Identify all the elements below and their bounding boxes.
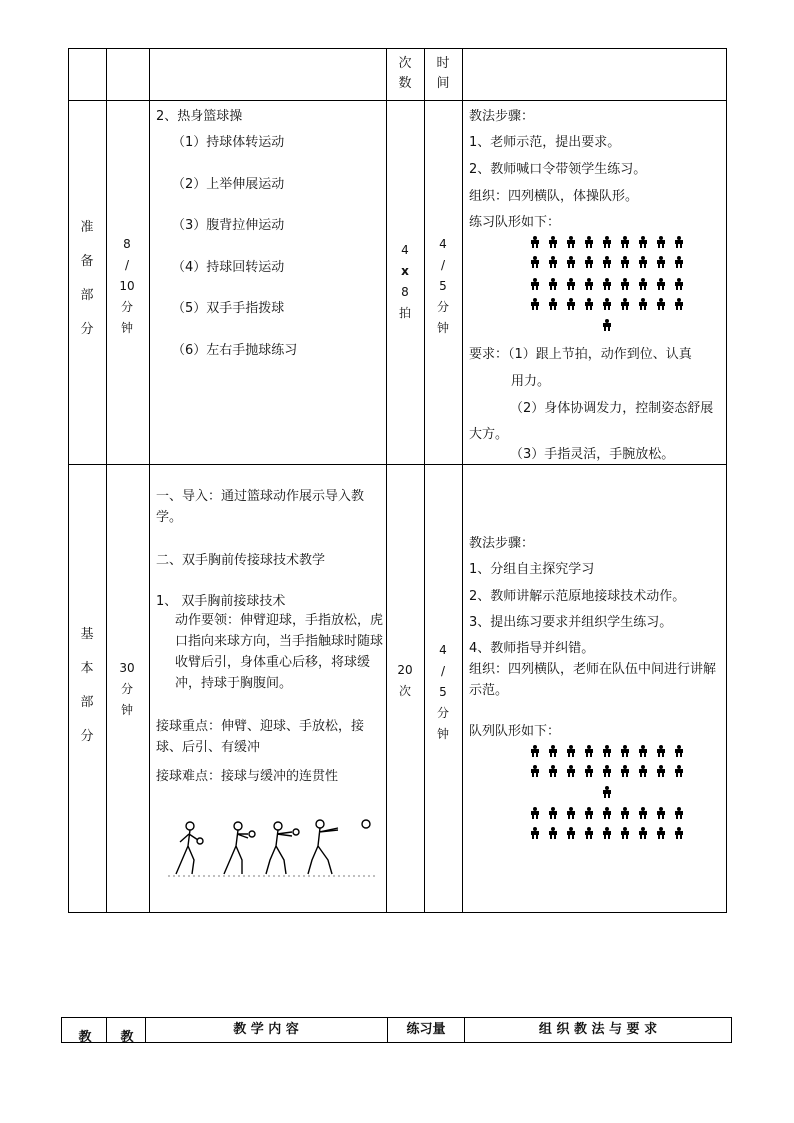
student-marker-icon [584, 807, 594, 819]
lesson-plan-table [68, 48, 727, 913]
prep-requirement: （3）手指灵活，手腕放松。 [510, 447, 675, 462]
student-marker-icon [674, 827, 684, 839]
student-marker-icon [602, 236, 612, 248]
student-marker-icon [674, 765, 684, 777]
student-marker-icon [602, 807, 612, 819]
col-line-2 [149, 48, 150, 913]
prep-content-title: 2、热身篮球操 [156, 109, 243, 124]
prep-step: 2、教师喊口令带领学生练习。 [469, 162, 647, 177]
student-marker-icon [638, 827, 648, 839]
student-marker-icon [656, 765, 666, 777]
col-line-6 [726, 48, 727, 913]
prep-requirement: （2）身体协调发力，控制姿态舒展 [510, 401, 714, 416]
header-count: 次 数 [398, 56, 412, 91]
student-marker-icon [602, 745, 612, 757]
student-marker-icon [602, 298, 612, 310]
student-marker-icon [584, 236, 594, 248]
student-marker-icon [566, 256, 576, 268]
student-marker-icon [566, 827, 576, 839]
student-marker-icon [566, 236, 576, 248]
exercise-item: （5）双手手指拨球 [172, 301, 285, 316]
student-marker-icon [548, 236, 558, 248]
col-line-1 [106, 48, 107, 913]
exercise-item: （3）腹背拉伸运动 [172, 218, 285, 233]
prep-count: 4 x 8 拍 [398, 243, 411, 320]
student-marker-icon [656, 256, 666, 268]
basic-formation-title: 队列队形如下： [469, 724, 561, 739]
student-marker-icon [656, 807, 666, 819]
student-marker-icon [566, 807, 576, 819]
prep-formation-figure [530, 236, 710, 336]
basketball-icon [362, 820, 370, 828]
exercise-item: （6）左右手抛球练习 [172, 343, 298, 358]
footer-divider [106, 1018, 107, 1042]
prep-step: 组织：四列横队，体操队形。 [469, 189, 639, 204]
col-line-4 [424, 48, 425, 913]
col-line-0 [68, 48, 69, 913]
player-figure-3 [266, 822, 299, 874]
footer-col-5: 组 织 教 法 与 要 求 [538, 1022, 658, 1037]
student-marker-icon [638, 278, 648, 290]
student-marker-icon [620, 765, 630, 777]
row-divider-2 [68, 464, 727, 465]
student-marker-icon [602, 319, 612, 331]
student-marker-icon [584, 745, 594, 757]
basic-intro: 一、导入：通过篮球动作展示导入教学。 [156, 489, 365, 525]
student-marker-icon [674, 256, 684, 268]
student-marker-icon [530, 807, 540, 819]
student-marker-icon [548, 807, 558, 819]
basic-duration: 30 分 钟 [119, 661, 135, 717]
student-marker-icon [656, 298, 666, 310]
basic-organization: 组织：四列横队，老师在队伍中间进行讲解示范。 [469, 662, 717, 698]
student-marker-icon [620, 807, 630, 819]
footer-col-4: 练习量 [406, 1022, 446, 1037]
student-marker-icon [530, 298, 540, 310]
basic-count: 20 次 [397, 663, 413, 698]
student-marker-icon [638, 236, 648, 248]
prep-duration: 8 / 10 分 钟 [119, 237, 135, 335]
basic-step: 2、教师讲解示范原地接球技术动作。 [469, 589, 686, 604]
student-marker-icon [674, 745, 684, 757]
exercise-item: （2）上举伸展运动 [172, 177, 285, 192]
student-marker-icon [584, 765, 594, 777]
student-marker-icon [584, 278, 594, 290]
student-marker-icon [566, 765, 576, 777]
student-marker-icon [620, 256, 630, 268]
student-marker-icon [530, 765, 540, 777]
student-marker-icon [584, 298, 594, 310]
student-marker-icon [674, 236, 684, 248]
student-marker-icon [674, 298, 684, 310]
student-marker-icon [674, 278, 684, 290]
prep-requirement: 用力。 [511, 374, 551, 389]
student-marker-icon [602, 278, 612, 290]
table-border-top [68, 48, 727, 49]
student-marker-icon [566, 298, 576, 310]
student-marker-icon [620, 298, 630, 310]
student-marker-icon [548, 298, 558, 310]
student-marker-icon [530, 278, 540, 290]
basic-method-title: 教法步骤： [469, 536, 535, 551]
basic-key-points: 接球重点：伸臂、迎球、手放松，接球、后引、有缓冲 [156, 719, 365, 755]
student-marker-icon [638, 298, 648, 310]
student-marker-icon [602, 765, 612, 777]
exercise-item: （1）持球体转运动 [172, 135, 285, 150]
prep-method-title: 教法步骤： [469, 109, 535, 124]
footer-col-1: 教 [78, 1030, 92, 1045]
basic-sub-title: 1、 双手胸前接球技术 [156, 594, 286, 609]
basic-topic: 二、双手胸前传接球技术教学 [156, 553, 326, 568]
student-marker-icon [620, 745, 630, 757]
student-marker-icon [656, 745, 666, 757]
basic-difficulty: 接球难点：接球与缓冲的连贯性 [156, 769, 339, 784]
catch-technique-illustration [168, 814, 378, 880]
student-marker-icon [620, 278, 630, 290]
table-border-bottom [68, 912, 727, 913]
col-line-5 [462, 48, 463, 913]
prep-time: 4 / 5 分 钟 [436, 237, 449, 335]
student-marker-icon [620, 827, 630, 839]
student-marker-icon [584, 827, 594, 839]
student-marker-icon [656, 827, 666, 839]
row-divider-1 [68, 100, 727, 101]
student-marker-icon [530, 256, 540, 268]
footer-col-3: 教 学 内 容 [233, 1022, 299, 1037]
prep-requirement: 要求：（1）跟上节拍，动作到位、认真 [469, 347, 692, 362]
col-line-3 [386, 48, 387, 913]
basic-step: 1、分组自主探究学习 [469, 562, 595, 577]
student-marker-icon [656, 278, 666, 290]
student-marker-icon [548, 278, 558, 290]
student-marker-icon [620, 236, 630, 248]
student-marker-icon [638, 765, 648, 777]
student-marker-icon [530, 745, 540, 757]
basic-step: 3、提出练习要求并组织学生练习。 [469, 615, 673, 630]
prep-requirement: 大方。 [469, 427, 509, 442]
student-marker-icon [566, 745, 576, 757]
student-marker-icon [548, 765, 558, 777]
student-marker-icon [602, 786, 612, 798]
student-marker-icon [548, 827, 558, 839]
basic-time: 4 / 5 分 钟 [436, 643, 449, 741]
prep-step: 1、老师示范，提出要求。 [469, 135, 621, 150]
basic-formation-figure [530, 745, 710, 845]
student-marker-icon [638, 256, 648, 268]
footer-col-2: 教 [120, 1030, 134, 1045]
prep-section-label: 准 备 部 分 [80, 220, 94, 337]
prep-step: 练习队形如下： [469, 215, 561, 230]
basic-step: 4、教师指导并纠错。 [469, 641, 595, 656]
student-marker-icon [602, 256, 612, 268]
header-time: 时 间 [436, 56, 450, 91]
student-marker-icon [530, 236, 540, 248]
student-marker-icon [602, 827, 612, 839]
next-page-header [61, 1017, 732, 1043]
student-marker-icon [638, 807, 648, 819]
basic-section-label: 基 本 部 分 [80, 627, 94, 744]
student-marker-icon [674, 807, 684, 819]
student-marker-icon [656, 236, 666, 248]
player-figure-2 [224, 822, 255, 874]
basic-essentials: 动作要领：伸臂迎球，手指放松，虎口指向来球方向，当手指触球时随球收臂后引，身体重心后移，将球缓冲，持球于胸腹间。 [175, 613, 384, 691]
student-marker-icon [638, 745, 648, 757]
student-marker-icon [566, 278, 576, 290]
student-marker-icon [584, 256, 594, 268]
player-figure-4 [308, 820, 338, 874]
student-marker-icon [530, 827, 540, 839]
student-marker-icon [548, 745, 558, 757]
player-figure-1 [176, 822, 203, 874]
exercise-item: （4）持球回转运动 [172, 260, 285, 275]
student-marker-icon [548, 256, 558, 268]
